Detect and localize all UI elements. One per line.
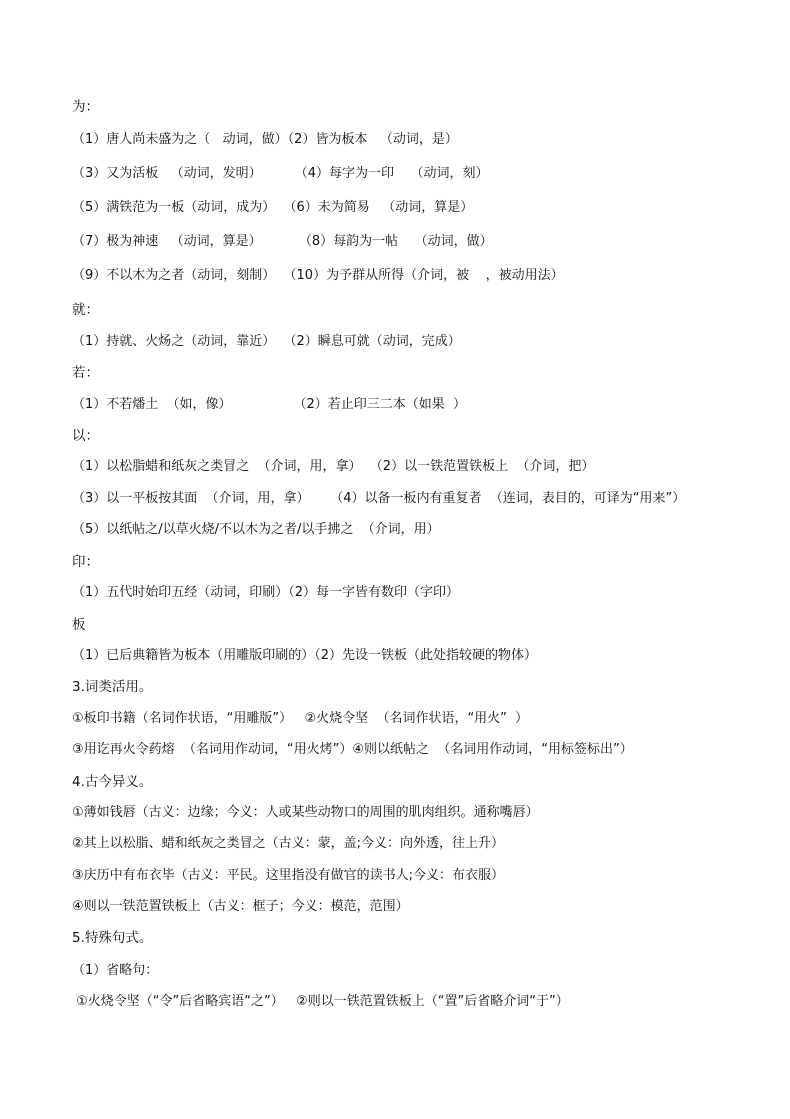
entry-yi-5: （5）以纸帖之/以草火烧/不以木为之者/以手拂之 （介词，用）: [72, 522, 440, 537]
heading-ruo: 若：: [72, 365, 99, 381]
entry-gujin-1: ①薄如钱唇（古义：边缘；今义：人或某些动物口的周围的肌肉组织。通称嘴唇）: [72, 805, 539, 820]
entry-ruo-1-2: （1）不若燔土 （如，像） （2）若止印三二本（如果 ）: [72, 397, 467, 412]
entry-gujin-3: ③庆历中有布衣毕（古义：平民。这里指没有做官的读书人;今义：布衣服）: [72, 868, 505, 883]
entry-wei-5-6: （5）满铁范为一板（动词，成为） （6）未为简易 （动词，算是）: [72, 200, 474, 215]
entry-omission-1-2: ①火烧令坚（“令”后省略宾语“之”） ②则以一铁范置铁板上（“置”后省略介词“于”）: [72, 994, 569, 1009]
entry-wei-1-2: （1）唐人尚未盛为之（ 动词，做）（2）皆为板本 （动词，是）: [72, 132, 458, 147]
entry-jiu-1-2: （1）持就、火炀之（动词，靠近） （2）瞬息可就（动词，完成）: [72, 334, 461, 349]
heading-ban: 板: [72, 617, 86, 633]
entry-gujin-4: ④则以一铁范置铁板上（古义：框子；今义：模范，范围）: [72, 899, 409, 914]
entry-wei-7-8: （7）极为神速 （动词，算是） （8）每韵为一帖 （动词，做）: [72, 234, 493, 249]
entry-gujin-2: ②其上以松脂、蜡和纸灰之类冒之（古义：蒙，盖;今义：向外透，往上升）: [72, 836, 505, 851]
entry-ban-1-2: （1）已后典籍皆为板本（用雕版印刷的）（2）先设一铁板（此处指较硬的物体）: [72, 648, 538, 663]
subsection-omission: （1）省略句：: [72, 963, 159, 978]
entry-ciyi-3-4: ③用讫再火令药熔 （名词用作动词，“用火烤”）④则以纸帖之 （名词用作动词，“用标签标出”）: [72, 742, 633, 757]
entry-ciyi-1-2: ①板印书籍（名词作状语，“用雕版”） ②火烧令坚 （名词作状语，“用火” ）: [72, 711, 529, 726]
entry-wei-3-4: （3）又为活板 （动词，发明） （4）每字为一印 （动词，刻）: [72, 166, 489, 181]
heading-jiu: 就：: [72, 302, 99, 318]
section-3-title: 3.词类活用。: [72, 679, 153, 695]
entry-yi-1-2: （1）以松脂蜡和纸灰之类冒之 （介词，用，拿） （2）以一铁范置铁板上 （介词，把）: [72, 459, 595, 474]
entry-yin-1-2: （1）五代时始印五经（动词，印刷）（2）每一字皆有数印（字印）: [72, 585, 460, 600]
heading-yin: 印：: [72, 554, 99, 570]
entry-yi-3-4: （3）以一平板按其面 （介词，用，拿） （4）以备一板内有重复者 （连词，表目的，可译为“用来”）: [72, 491, 686, 506]
section-5-title: 5.特殊句式。: [72, 930, 153, 946]
heading-yi: 以：: [72, 428, 99, 444]
entry-wei-9-10: （9）不以木为之者（动词，刻制） （10）为予群从所得（介词，被 ，被动用法）: [72, 268, 564, 283]
section-4-title: 4.古今异义。: [72, 774, 153, 790]
heading-wei: 为：: [72, 99, 99, 115]
